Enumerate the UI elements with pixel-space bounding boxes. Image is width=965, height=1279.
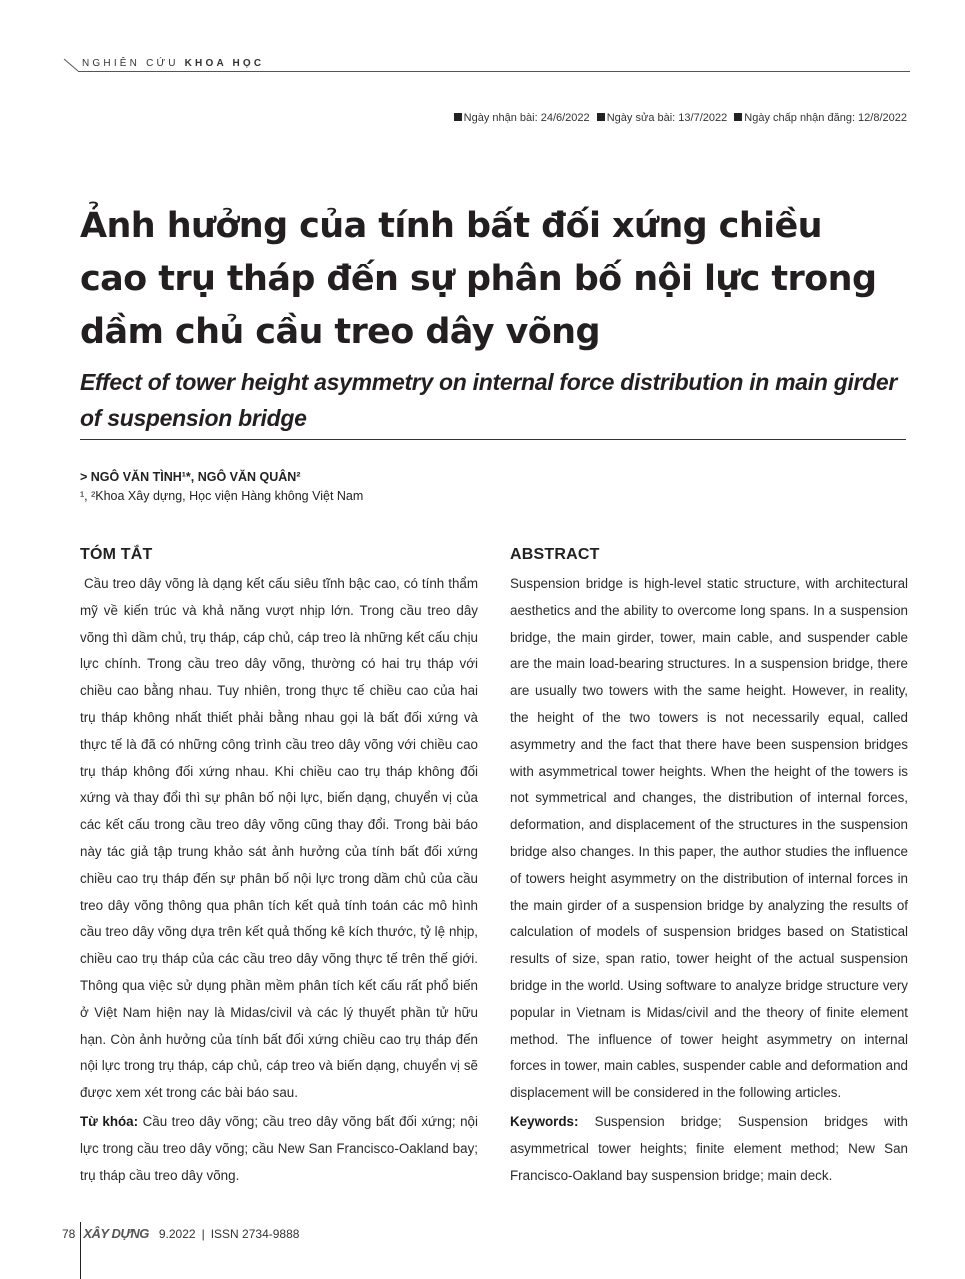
summary-body: Cầu treo dây võng là dạng kết cấu siêu tĩnh bậc cao, có tính thẩm mỹ về kiến trúc và khả năng vượt nhịp lớn. Trong cầu treo dây võng thì dầm chủ, trụ tháp, cáp chủ, cáp treo là những kết cấu chịu lực chính. Trong cầu treo dây võng, thường có hai trụ tháp với chiều cao bằng nhau. Tuy nhiên, trong thực tế chiều cao của hai trụ tháp không nhất thiết phải bằng nhau gọi là bất đối xứng và thực tế là đã có những công trình cầu treo dây võng với chiều cao trụ tháp không đối xứng nhau. Khi chiều cao trụ tháp không đối xứng và thay đổi thì sự phân bố nội lực, biến dạng, chuyển vị của các kết cấu trong cầu treo dây võng cũng thay đổi. Trong bài báo này tác giả tập trung khảo sát ảnh hưởng của tính bất đối xứng chiều cao trụ tháp đến sự phân bố nội lực trong dầm chủ của cầu treo dây võng thông qua phân tích kết quả tính toán các mô hình cầu treo dây võng dựa trên kết quả thống kê kích thước, tỷ lệ nhịp, chiều cao trụ tháp của các cầu treo dây võng thực tế trên thế giới. Thông qua việc sử dụng phần mềm phân tích kết cấu rất phổ biến ở Việt Nam hiện nay là Midas/civil và các lý thuyết phần tử hữu hạn. Còn ảnh hưởng của tính bất đối xứng chiều cao trụ tháp đến nội lực trong trụ tháp, cáp chủ, cáp treo và biến dạng, chuyển vị sẽ được xem xét trong các bài báo sau.: [80, 576, 478, 1101]
page-number: 78: [62, 1227, 76, 1241]
square-bullet-icon: [734, 113, 742, 121]
section-label-bold: KHOA HỌC: [184, 58, 265, 69]
received-date: Ngày nhận bài: 24/6/2022: [463, 112, 590, 124]
title-english: Effect of tower height asymmetry on internal force distribution in main girder of suspension bridge: [80, 369, 898, 431]
accepted-date: Ngày chấp nhận đăng: 12/8/2022: [744, 112, 907, 124]
section-label: [82, 58, 264, 69]
issn: ISSN 2734-9888: [210, 1227, 300, 1241]
authors: > NGÔ VĂN TÌNH¹*, NGÔ VĂN QUÂN²: [80, 470, 301, 484]
abstract-keywords: [510, 1109, 908, 1189]
square-bullet-icon: [454, 113, 462, 121]
header-corner-mark: [62, 58, 80, 72]
footer: [62, 1226, 299, 1241]
abstract-heading: ABSTRACT: [510, 546, 600, 563]
abstract-keywords-text: Suspension bridge; Suspension bridges with asymmetrical tower heights; finite element method; New San Francisco-Oakland bay suspension bridge; main deck.: [510, 1114, 908, 1183]
submission-dates: [450, 112, 907, 124]
affiliation: ¹, ²Khoa Xây dựng, Học viện Hàng không Việt Nam: [80, 489, 364, 503]
footer-separator: |: [201, 1227, 205, 1241]
revised-date: Ngày sửa bài: 13/7/2022: [606, 112, 728, 124]
abstract-keywords-label: Keywords:: [510, 1114, 579, 1129]
summary-heading: TÓM TẮT: [80, 546, 153, 563]
section-label-prefix: NGHIÊN CỨU: [82, 58, 185, 69]
magazine-logo: XÂY DỰNG: [83, 1226, 149, 1241]
issue: 9.2022: [158, 1227, 196, 1241]
summary-keywords-text: Cầu treo dây võng; cầu treo dây võng bất đối xứng; nội lực trong cầu treo dây võng; cầu New San Francisco-Oakland bay; trụ tháp cầu treo dây võng.: [80, 1114, 478, 1183]
square-bullet-icon: [597, 113, 605, 121]
title-vietnamese: Ảnh hưởng của tính bất đối xứng chiều cao trụ tháp đến sự phân bố nội lực trong dầm chủ cầu treo dây võng: [80, 206, 877, 352]
abstract-body: Suspension bridge is high-level static structure, with architectural aesthetics and the ability to overcome long spans. In a suspension bridge, the main girder, tower, main cable, and suspender cable are the main load-bearing structures. In a suspension bridge, there are usually two towers with the same height. However, in reality, the height of the two towers is not necessarily equal, called asymmetry and the fact that there have been suspension bridges with asymmetrical tower heights. When the height of the towers is not symmetrical and changes, the distribution of internal forces, deformation, and displacement of the structures in the suspension bridge also changes. In this paper, the author studies the influence of towers height asymmetry on the distribution of internal forces in the main girder of a suspension bridge by analyzing the results of calculation of models of suspension bridges based on Statistical results of size, span ratio, tower height of the actual suspension bridge in the world. Using software to analyze bridge structure very popular in Vietnam is Midas/civil and the theory of finite element method. The influence of tower height asymmetry on internal forces in tower, main cables, suspender cable and deformation and displacement will be considered in the following articles.: [510, 576, 908, 1101]
header-rule: [78, 71, 910, 72]
summary-keywords-label: Từ khóa:: [80, 1114, 139, 1129]
summary-keywords: [80, 1109, 478, 1189]
title-rule: [80, 439, 906, 440]
